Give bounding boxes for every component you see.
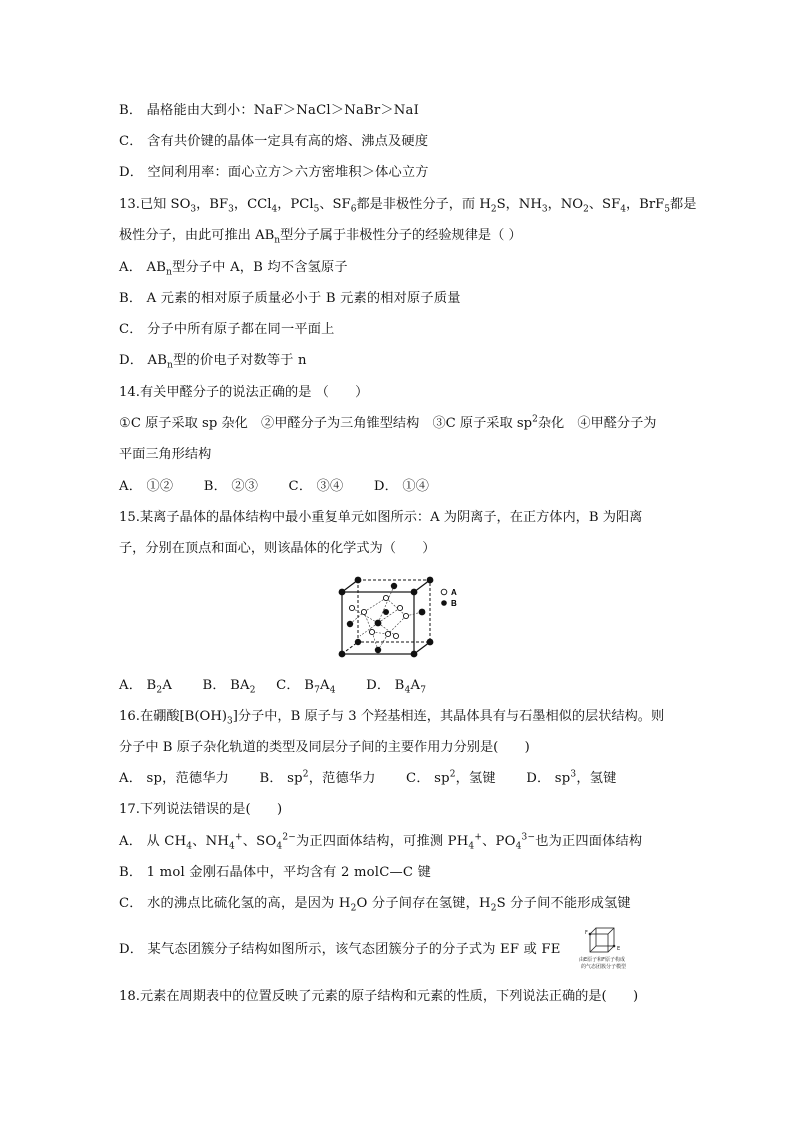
q16-option-a: A． sp，范德华力 [119,771,230,786]
q13-option-b: B． A 元素的相对原子质量必小于 B 元素的相对原子质量 [119,291,461,306]
q14-items-line2: 平面三角形结构 [119,447,212,462]
q16-stem-line1: 16.在硼酸$[B(OH)_3]$分子中，B 原子与 3 个羟基相连，其晶体具有与石墨相似的层状结构。则 [119,709,665,727]
q12-option-d: D． 空间利用率：面心立方＞六方密堆积＞体心立方 [119,165,429,180]
q17-option-a: A． 从 $CH_4$、$NH_4^+$、$SO_4^{2-}$为正四面体结构，可推测 $PH_4^+$、$PO_4^{3-}$也为正四面体结构 [119,832,643,852]
legend-b-marker [441,600,447,606]
q16-option-c: C． $sp^2$，氢键 [406,769,496,786]
cluster-label-f: F [585,930,588,936]
cluster-caption-line2: 的气态团簇分子模型 [581,964,627,970]
q13-option-d: D． $AB_n$型的价电子对数等于 n [119,353,307,371]
q14-option-a: A． ①② [119,479,174,494]
q12-option-c: C． 含有共价键的晶体一定具有高的熔、沸点及硬度 [119,134,429,149]
legend-b-label: B [451,599,457,608]
q15-option-d: D． $B_4A_7$ [366,678,427,696]
q13-option-c: C． 分子中所有原子都在同一平面上 [119,322,335,337]
q13-stem-line1: 13.已知 $SO_3$，$BF_3$，CCl$_4$，PCl$_5$、$SF_6$都是非极性分子，而 $H_2S$，$NH_3$，$NO_2$、$SF_4$，BrF$_5$都是 [119,197,697,215]
q15-stem-line2: 子，分别在顶点和面心，则该晶体的化学式为（ ） [119,541,436,556]
q16-option-d: D． $sp^3$，氢键 [526,769,617,786]
cluster-caption-line1: 由E原子和F原子构成 [579,957,626,963]
q14-items-line1: ①C 原子采取 sp 杂化 ②甲醛分子为三角锥型结构 ③C 原子采取 $sp^2$杂化 ④甲醛分子为 [119,414,657,431]
legend-a-marker [441,589,447,595]
q16-options [119,770,617,788]
q13-stem-line2: 极性分子，由此可推出 $AB_n$型分子属于非极性分子的经验规律是（ ） [119,228,522,246]
q15-option-b: B． $BA_2$ [202,678,256,696]
q15-stem-line1: 15.某离子晶体的晶体结构中最小重复单元如图所示：A 为阴离子，在正方体内，B 为阳离 [119,510,643,525]
legend-a-label: A [451,588,457,597]
q14-option-c: C． ③④ [288,479,344,494]
q14-option-b: B． ②③ [203,479,259,494]
q18-stem: 18.元素在周期表中的位置反映了元素的原子结构和元素的性质，下列说法正确的是( ) [119,989,639,1004]
q15-option-a: A． $B_2A$ [119,678,173,696]
q14-options [119,478,429,496]
q14-stem: 14.有关甲醛分子的说法正确的是 （ ） [119,385,369,400]
q12-option-b: B． 晶格能由大到小：NaF＞NaCl＞NaBr＞NaI [119,103,419,118]
q15-options [119,677,426,695]
crystal-unit-cell-figure [330,572,470,664]
cluster-label-e: E [617,946,621,952]
q16-option-b: B． $sp^2$，范德华力 [259,769,376,786]
q16-stem-line2: 分子中 B 原子杂化轨道的类型及同层分子间的主要作用力分别是( ) [119,740,530,755]
q15-option-c: C． $B_7A_4$ [276,678,336,696]
q17-stem: 17.下列说法错误的是( ) [119,802,283,817]
cluster-molecule-figure [576,922,636,972]
q14-option-d: D． ①④ [373,479,430,494]
q13-option-a: A． $AB_n$型分子中 A，B 均不含氢原子 [119,260,348,278]
q17-option-c: C． 水的沸点比硫化氢的高，是因为 $H_2O$ 分子间存在氢键，$H_2S$ 分子间不能形成氢键 [119,896,631,914]
q17-option-b: B． 1 mol 金刚石晶体中，平均含有 2 molC—C 键 [119,865,431,880]
q17-option-d: D． 某气态团簇分子结构如图所示，该气态团簇分子的分子式为 EF 或 FE [119,942,561,957]
